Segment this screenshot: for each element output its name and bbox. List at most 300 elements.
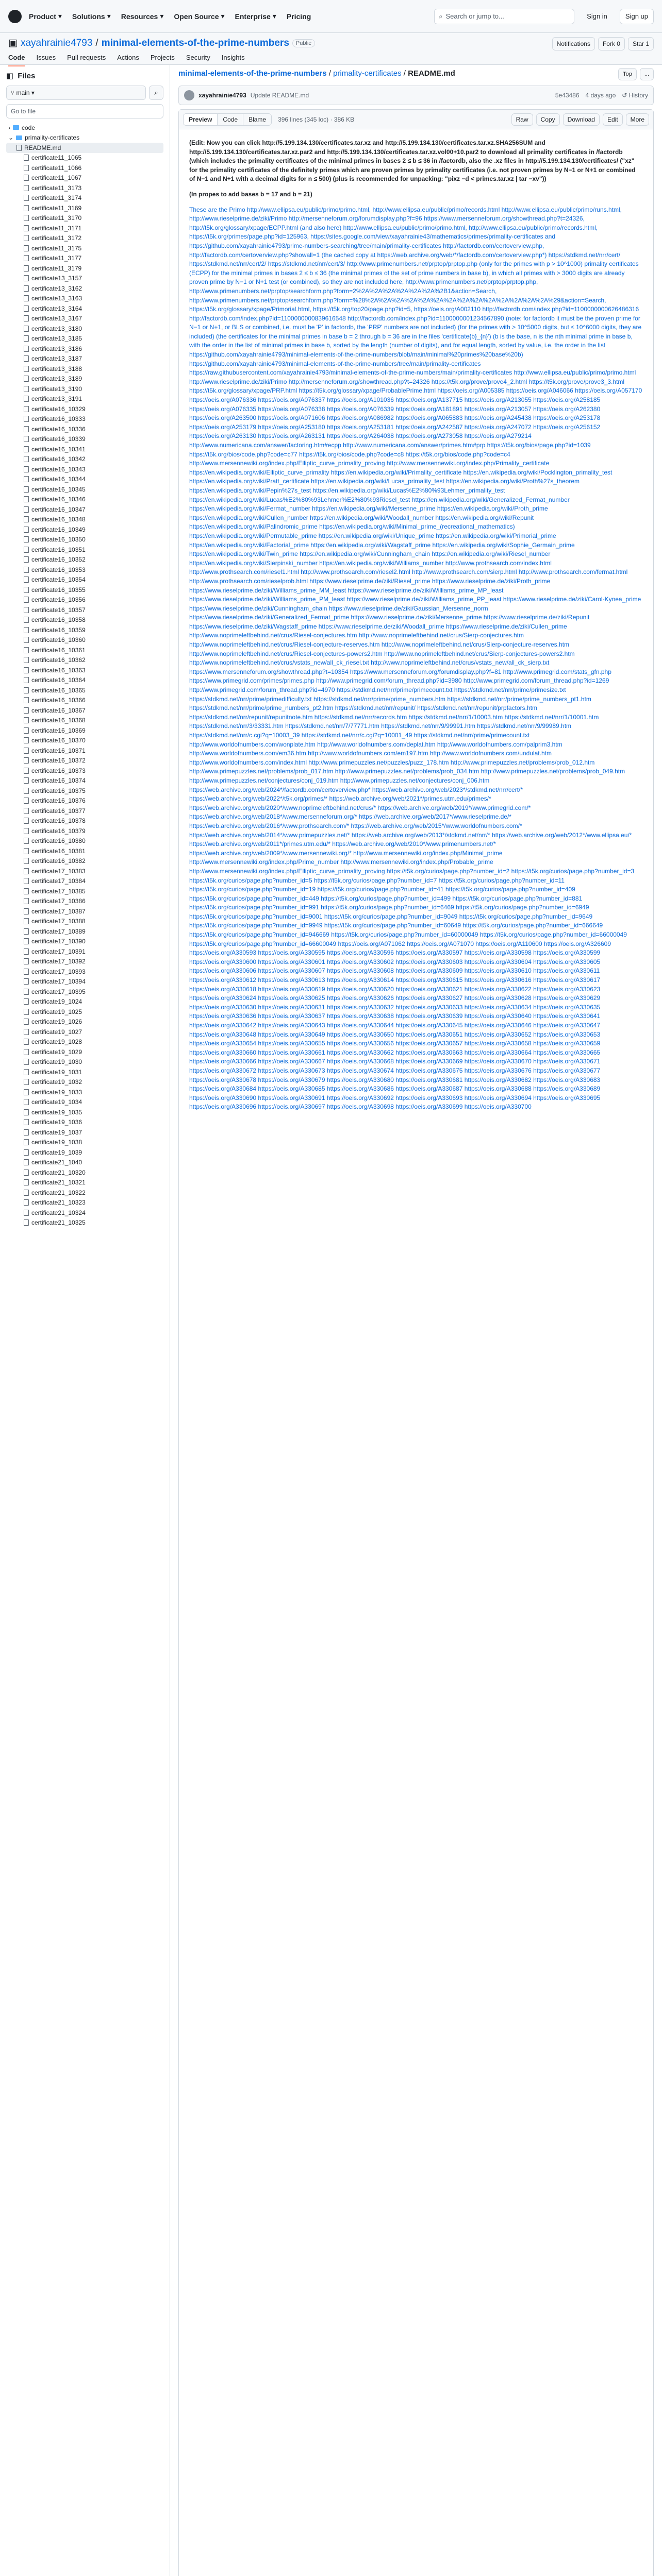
tab-code[interactable]: Code — [8, 54, 25, 66]
tree-file-item[interactable] — [6, 354, 163, 364]
file-label: certificate17_10390 — [31, 938, 86, 945]
file-icon — [24, 205, 29, 211]
breadcrumb-repo[interactable] — [178, 69, 327, 78]
search-placeholder: Search or jump to... — [445, 12, 504, 20]
file-label: certificate16_10359 — [31, 626, 86, 634]
file-label: certificate11_3172 — [31, 234, 82, 242]
tree-file-item[interactable] — [6, 856, 163, 867]
commit-hash[interactable]: 5e43486 — [555, 92, 580, 99]
file-label: certificate11_3170 — [31, 214, 82, 222]
tree-file-item[interactable] — [6, 866, 163, 876]
preview-tab[interactable]: Preview — [184, 114, 218, 125]
file-label: certificate17_10395 — [31, 988, 86, 995]
tree-file-item[interactable] — [6, 535, 163, 545]
notifications-button[interactable]: Notifications — [552, 37, 595, 50]
nav-label: Resources — [121, 12, 158, 21]
file-label: certificate13_3190 — [31, 385, 82, 393]
tree-file-item[interactable] — [6, 665, 163, 675]
tree-file-item[interactable] — [6, 745, 163, 756]
file-icon — [24, 1139, 29, 1145]
tree-file-item[interactable] — [6, 404, 163, 414]
tree-file-item[interactable] — [6, 645, 163, 655]
file-icon — [24, 748, 29, 754]
file-icon — [24, 808, 29, 814]
tree-file-item[interactable] — [6, 605, 163, 615]
file-label: certificate16_10372 — [31, 757, 86, 765]
tree-file-item[interactable] — [6, 424, 163, 434]
tree-file-item[interactable] — [6, 675, 163, 686]
tree-file-item[interactable] — [6, 283, 163, 294]
file-icon — [24, 396, 29, 402]
file-label: certificate16_10355 — [31, 586, 86, 594]
file-icon — [24, 1059, 29, 1065]
file-icon — [24, 496, 29, 502]
latest-commit-bar — [178, 86, 654, 105]
tree-file-item[interactable] — [6, 253, 163, 264]
file-label: certificate21_1040 — [31, 1159, 82, 1166]
file-icon — [24, 1019, 29, 1025]
global-search-input[interactable] — [434, 9, 574, 24]
file-icon — [24, 577, 29, 583]
file-icon — [24, 255, 29, 261]
tree-file-item[interactable] — [6, 967, 163, 977]
file-label: certificate17_10389 — [31, 927, 86, 935]
file-label: certificate19_1029 — [31, 1048, 82, 1056]
tree-file-item[interactable] — [6, 997, 163, 1007]
file-label: certificate16_10339 — [31, 435, 86, 443]
tree-file-item[interactable] — [6, 193, 163, 204]
nav-pricing[interactable]: Pricing — [286, 12, 311, 21]
nav-label: Enterprise — [235, 12, 271, 21]
file-meta: 396 lines (345 loc) · 386 KB — [278, 115, 355, 123]
file-label: certificate16_10377 — [31, 807, 86, 815]
file-label: certificate16_10373 — [31, 767, 86, 774]
raw-button[interactable]: Raw — [511, 113, 533, 126]
folder-label: code — [22, 124, 36, 131]
search-files-button[interactable] — [149, 86, 163, 100]
tree-file-item[interactable] — [6, 1158, 163, 1168]
file-icon — [24, 1119, 29, 1125]
file-icon — [24, 707, 29, 714]
copy-button[interactable]: Copy — [536, 113, 560, 126]
file-icon — [24, 627, 29, 633]
avatar[interactable] — [184, 90, 194, 100]
file-icon — [24, 697, 29, 703]
file-label: certificate13_3191 — [31, 395, 82, 403]
tree-file-item[interactable] — [6, 303, 163, 314]
file-label: certificate13_3185 — [31, 335, 82, 343]
file-label: certificate16_10382 — [31, 857, 86, 865]
tree-file-item[interactable] — [6, 555, 163, 565]
file-icon — [24, 818, 29, 824]
file-icon — [24, 426, 29, 432]
file-label: certificate16_10363 — [31, 666, 86, 674]
tree-file-item[interactable] — [6, 615, 163, 625]
tree-file-item[interactable] — [6, 1017, 163, 1027]
file-icon — [24, 898, 29, 904]
file-label: certificate16_10351 — [31, 546, 86, 553]
file-label: certificate16_10342 — [31, 455, 86, 463]
file-icon — [24, 607, 29, 613]
file-icon — [24, 1009, 29, 1015]
file-label: certificate16_10364 — [31, 676, 86, 684]
tree-file-item[interactable] — [6, 223, 163, 233]
tree-file-item[interactable] — [6, 796, 163, 806]
file-icon — [24, 1029, 29, 1035]
sidebar-collapse-icon[interactable]: ◧ — [6, 72, 14, 80]
file-icon — [24, 737, 29, 743]
file-label: certificate16_10360 — [31, 636, 86, 644]
repo-owner-link[interactable]: xayahrainie4793 — [20, 37, 93, 48]
file-icon — [24, 346, 29, 352]
sign-up-button[interactable]: Sign up — [620, 9, 654, 24]
file-icon — [24, 969, 29, 975]
file-label: certificate19_1025 — [31, 1008, 82, 1015]
repo-separator: / — [95, 37, 98, 48]
file-label: certificate11_1065 — [31, 154, 82, 162]
tree-file-item[interactable] — [6, 183, 163, 193]
tree-file-item[interactable] — [6, 1127, 163, 1138]
tree-file-item[interactable] — [6, 1107, 163, 1117]
file-label: certificate16_10343 — [31, 465, 86, 473]
file-icon — [24, 506, 29, 513]
tree-file-item[interactable] — [6, 1218, 163, 1228]
file-label: certificate16_10376 — [31, 797, 86, 805]
tree-file-item[interactable] — [6, 153, 163, 163]
tree-file-item[interactable] — [6, 274, 163, 284]
file-label: certificate19_1031 — [31, 1068, 82, 1076]
tree-file-item[interactable] — [6, 334, 163, 344]
tree-file-item[interactable] — [6, 374, 163, 384]
file-icon — [24, 878, 29, 884]
file-icon — [24, 476, 29, 482]
commit-author[interactable]: xayahrainie4793 — [198, 92, 246, 99]
tree-file-item[interactable] — [6, 414, 163, 425]
tab-actions[interactable]: Actions — [117, 54, 139, 61]
file-label: certificate21_10324 — [31, 1209, 86, 1216]
tree-file-item[interactable] — [6, 233, 163, 244]
tree-file-item[interactable] — [6, 1057, 163, 1067]
tree-file-item[interactable] — [6, 1117, 163, 1128]
file-icon — [24, 687, 29, 693]
nav-solutions[interactable]: Solutions ▾ — [72, 12, 111, 21]
file-icon — [24, 1099, 29, 1105]
tree-file-item[interactable] — [6, 957, 163, 967]
tree-file-item[interactable] — [6, 1067, 163, 1077]
file-viewer — [178, 109, 654, 2576]
file-label: certificate16_10345 — [31, 485, 86, 493]
tree-file-item[interactable] — [6, 495, 163, 505]
tree-file-item[interactable] — [6, 364, 163, 374]
sign-in-button[interactable]: Sign in — [587, 12, 607, 20]
file-label: certificate11_3177 — [31, 255, 82, 262]
tree-file-item[interactable] — [6, 243, 163, 253]
tree-file-item[interactable] — [6, 635, 163, 646]
tree-file-item[interactable] — [6, 1097, 163, 1108]
file-label: certificate17_10383 — [31, 867, 86, 875]
tree-file-item[interactable] — [6, 736, 163, 746]
tree-file-item[interactable] — [6, 705, 163, 716]
file-icon — [24, 326, 29, 332]
tree-file-item[interactable] — [6, 454, 163, 465]
tree-file-item[interactable] — [6, 896, 163, 907]
tab-pull-requests[interactable]: Pull requests — [67, 54, 106, 61]
tree-file-item[interactable] — [6, 716, 163, 726]
sidebar-title: Files — [18, 71, 36, 80]
tree-file-item[interactable] — [6, 394, 163, 404]
file-label: certificate16_10365 — [31, 686, 86, 694]
file-icon — [24, 798, 29, 804]
tree-file-item[interactable] — [6, 685, 163, 696]
file-icon — [24, 918, 29, 924]
tree-file-item[interactable] — [6, 826, 163, 836]
file-icon — [24, 1109, 29, 1115]
readme-link-list[interactable]: These are the Primo http://www.ellipsa.eu/public/primo/primo.html, http://www.ellipsa.eu/public/primo/records.html http://www.ellipsa.eu/public/primo/runs.html, http://www.rieselprime.de/ziki/Primo http://mersenneforum.org/forumdisplay.php?f=96 https://www.mersenneforum.org/showthread.php?t=24326, http://t5k.org/glossary/xpage/ECPP.html (and also here) http://www.ellipsa.eu/public/primo/primo.html, http://www.ellipsa.eu/public/primo/records.html, https://t5k.org/primes/page.php?id=125963, https://sites.google.com/view/xayahrainie43/mathematics/primes/primality-certificates and https://github.com/xayahrainie4793/prime-numbers-searching/tree/main/primality-certificates http://factordb.com/certoverview.php, http://factordb.com/certoverview.php?showall=1 (the cached copy at https://web.archive.org/web/*/factordb.com/certoverview.php*) https://stdkmd.net/nrr/cert/ https://stdkmd.net/nrr/cert/2/ https://stdkmd.net/nrr/cert/3/ http://www.primenumbers.net/prptop/prptop.php (only for the primes with p > 10^1000) primality certificates (ECPP) for the minimal primes in bases 2 ≤ b ≤ 36 (the minimal primes of the set of prime numbers in base b), in which all primes with > 3000 digits are already proven prime by N−1 or N+1 test (or combined), so they are not included here, http://www.primenumbers.net/prptop/prptop.php, http://www.primenumbers.net/prptop/searchform.php?form=2%2A%2A%2A%2A%2A%2A%2B1&action=Search, http://www.primenumbers.net/prptop/searchform.php?form=%28%2A%2A%2A%2A%2A%2A%2A%2A%2A%2A%2A%2A%2A%2A%29&action=Search, https://t5k.org/glossary/xpage/Primorial.html, https://t5k.org/top20/page.php?id=5, https://oeis.org/A002110 http://factordb.com/index.php?id=1100000000626486316 http://factordb.com/index.php?id=1100000000839616548 http://factordb.com/index.php?id=1100000001234567890 (note: for factordb it must be the proven prime for N−1 or N+1, or BLS or combined, i.e. must be 'P' in factordb, the 'PRP' numbers are not included) (for the primes with > 10^5000 digits, but ≤ 10^6000 digits, they are included) (the certificates for the minimal primes in base b = 2 through b = 36 are in the files 'certificate{b}_{n}') (b is the base, n is the nth minimal prime in base b, with the order in the list of minimal primes in base b, sorted by the length (number of digits), and for equal length, sorted by value, i.e. the order in the list https://github.com/xayahrainie4793/minimal-elements-of-the-prime-numbers/blob/main/minimal%20primes%20base%20b) https://github.com/xayahrainie4793/minimal-elements-of-the-prime-numbers/tree/main/primality-certificates https://raw.githubusercontent.com/xayahrainie4793/minimal-elements-of-the-prime-numbers/main/primality-certificates http://www.ellipsa.eu/public/primo/primo.html http://www.rieselprime.de/ziki/Primo http://mersenneforum.org/showthread.php?t=24326 https://t5k.org/prove/prove4_2.html https://t5k.org/prove/prove3_3.html https://t5k.org/glossary/xpage/PRP.html https://t5k.org/glossary/xpage/ProbablePrime.html https://oeis.org/A005385 https://oeis.org/A046066 https://oeis.org/A057170 https://oeis.org/A076336 https://oeis.org/A076337 https://oeis.org/A101036 https://oeis.org/A137715 https://oeis.org/A213055 https://oeis.org/A258185 https://oeis.org/A076335 https://oeis.org/A076338 https://oeis.org/A076339 https://oeis.org/A181891 https://oeis.org/A213057 https://oeis.org/A262380 https://oeis.org/A263500 https://oeis.org/A071606 https://oeis.org/A086982 https://oeis.org/A065883 https://oeis.org/A245438 https://oeis.org/A253178 https://oeis.org/A253179 https://oeis.org/A253180 https://oeis.org/A253181 https://oeis.org/A242587 https://oeis.org/A247072 https://oeis.org/A256152 https://oeis.org/A263130 https://oeis.org/A263131 https://oeis.org/A264038 https://oeis.org/A273058 https://oeis.org/A279214 http://www.numericana.com/answer/factoring.htm#ecpp http://www.numericana.com/answer/primes.htm#prp https://t5k.org/bios/page.php?id=1039 https://t5k.org/bios/code.php?code=c77 https://t5k.org/bios/code.php?code=c8 https://t5k.org/bios/code.php?code=c4 http://www.mersennewiki.org/index.php/Elliptic_curve_primality_proving http://www.mersennewiki.org/index.php/Primality_certificate https://en.wikipedia.org/wiki/Elliptic_curve_primality https://en.wikipedia.org/wiki/Primality_certificate https://en.wikipedia.org/wiki/Pocklington_primality_test https://en.wikipedia.org/wiki/Pratt_certificate https://en.wikipedia.org/wiki/Lucas_primality_test https://en.wikipedia.org/wiki/Proth%27s_theorem https://en.wikipedia.org/wiki/Pepin%27s_test https://en.wikipedia.org/wiki/Lucas%E2%80%93Lehmer_primality_test https://en.wikipedia.org/wiki/Lucas%E2%80%93Lehmer%E2%80%93Riesel_test https://en.wikipedia.org/wiki/Generalized_Fermat_number https://en.wikipedia.org/wiki/Fermat_number https://en.wikipedia.org/wiki/Mersenne_prime https://en.wikipedia.org/wiki/Proth_prime https://en.wikipedia.org/wiki/Cullen_number https://en.wikipedia.org/wiki/Woodall_number https://en.wikipedia.org/wiki/Repunit https://en.wikipedia.org/wiki/Palindromic_prime https://en.wikipedia.org/wiki/Minimal_prime_(recreational_mathematics) https://en.wikipedia.org/wiki/Permutable_prime https://en.wikipedia.org/wiki/Unique_prime https://en.wikipedia.org/wiki/Primorial_prime https://en.wikipedia.org/wiki/Factorial_prime https://en.wikipedia.org/wiki/Wagstaff_prime https://en.wikipedia.org/wiki/Sophie_Germain_prime https://en.wikipedia.org/wiki/Twin_prime https://en.wikipedia.org/wiki/Cunningham_chain https://en.wikipedia.org/wiki/Riesel_number https://en.wikipedia.org/wiki/Sierpinski_number https://en.wikipedia.org/wiki/Williams_number http://www.prothsearch.com/index.html http://www.prothsearch.com/riesel1.html http://www.prothsearch.com/riesel2.html http://www.prothsearch.com/sierp.html http://www.prothsearch.com/fermat.html http://www.prothsearch.com/rieselprob.html https://www.rieselprime.de/ziki/Riesel_prime https://www.rieselprime.de/ziki/Proth_prime https://www.rieselprime.de/ziki/Williams_prime_MM_least https://www.rieselprime.de/ziki/Williams_prime_MP_least https://www.rieselprime.de/ziki/Williams_prime_PM_least https://www.rieselprime.de/ziki/Williams_prime_PP_least https://www.rieselprime.de/ziki/Carol-Kynea_prime https://www.rieselprime.de/ziki/Cunningham_chain https://www.rieselprime.de/ziki/Gaussian_Mersenne_norm https://www.rieselprime.de/ziki/Generalized_Fermat_prime https://www.rieselprime.de/ziki/Mersenne_prime https://www.rieselprime.de/ziki/Repunit https://www.rieselprime.de/ziki/Wagstaff_prime https://www.rieselprime.de/ziki/Woodall_prime https://www.rieselprime.de/ziki/Cullen_prime http://www.noprimeleftbehind.net/crus/Riesel-conjectures.htm http://www.noprimeleftbehind.net/crus/Sierp-conjectures.htm http://www.noprimeleftbehind.net/crus/Riesel-conjecture-reserves.htm http://www.noprimeleftbehind.net/crus/Sierp-conjecture-reserves.htm http://www.noprimeleftbehind.net/crus/Riesel-conjectures-powers2.htm http://www.noprimeleftbehind.net/crus/Sierp-conjectures-powers2.htm http://www.noprimeleftbehind.net/crus/vstats_new/all_ck_riesel.txt http://www.noprimeleftbehind.net/crus/vstats_new/all_ck_sierp.txt https://www.mersenneforum.org/showthread.php?t=10354 https://www.mersenneforum.org/forumdisplay.php?f=81 http://www.primegrid.com/stats_gfn.php https://www.primegrid.com/primes/primes.php http://www.primegrid.com/forum_thread.php?id=3980 http://www.primegrid.com/forum_thread.php?id=1269 http://www.primegrid.com/forum_thread.php?id=4970 https://stdkmd.net/nrr/prime/primecount.txt https://stdkmd.net/nrr/prime/primesize.txt https://stdkmd.net/nrr/prime/primedifficulty.txt https://stdkmd.net/nrr/prime/prime_numbers.htm https://stdkmd.net/nrr/prime/prime_numbers_pt1.htm https://stdkmd.net/nrr/prime/prime_numbers_pt2.htm https://stdkmd.net/nrr/repunit/ https://stdkmd.net/nrr/repunit/prpfactors.htm https://stdkmd.net/nrr/repunit/repunitnote.htm https://stdkmd.net/nrr/records.htm https://stdkmd.net/nrr/1/10003.htm https://stdkmd.net/nrr/1/10001.htm https://stdkmd.net/nrr/3/33331.htm https://stdkmd.net/nrr/7/77771.htm https://stdkmd.net/nrr/9/99991.htm https://stdkmd.net/nrr/9/99989.htm https://stdkmd.net/nrr/c.cgi?q=10003_39 https://stdkmd.net/nrr/c.cgi?q=10001_49 https://stdkmd.net/nrr/prime/primecount.txt http://www.worldofnumbers.com/wonplate.htm http://www.worldofnumbers.com/deplat.htm http://www.worldofnumbers.com/palprim3.htm http://www.worldofnumbers.com/em36.htm http://www.worldofnumbers.com/em197.htm http://www.worldofnumbers.com/undulat.htm http://www.worldofnumbers.com/index.html http://www.primepuzzles.net/puzzles/puzz_178.htm http://www.primepuzzles.net/problems/prob_012.htm http://www.primepuzzles.net/problems/prob_017.htm http://www.primepuzzles.net/problems/prob_034.htm http://www.primepuzzles.net/problems/prob_049.htm http://www.primepuzzles.net/conjectures/conj_019.htm http://www.primepuzzles.net/conjectures/conj_006.htm https://web.archive.org/web/2024*/factordb.com/certoverview.php* https://web.archive.org/web/2023*/stdkmd.net/nrr/cert/* https://web.archive.org/web/2022*/t5k.org/primes/* https://web.archive.org/web/2021*/primes.utm.edu/primes/* https://web.archive.org/web/2020*/www.noprimeleftbehind.net/crus/* https://web.archive.org/web/2019*/www.primegrid.com/* https://web.archive.org/web/2018*/www.mersenneforum.org/* https://web.archive.org/web/2017*/www.rieselprime.de/* https://web.archive.org/web/2016*/www.prothsearch.com/* https://web.archive.org/web/2015*/www.worldofnumbers.com/* https://web.archive.org/web/2014*/www.primepuzzles.net/* https://web.archive.org/web/2013*/stdkmd.net/nrr/* https://web.archive.org/web/2012*/www.ellipsa.eu/* https://web.archive.org/web/2011*/primes.utm.edu/* https://web.archive.org/web/2010*/www.primenumbers.net/* https://web.archive.org/web/2009*/www.mersennewiki.org/* http://www.mersennewiki.org/index.php/Minimal_prime http://www.mersennewiki.org/index.php/Prime_number http://www.mersennewiki.org/index.php/Probable_prime http://www.mersennewiki.org/index.php/Elliptic_curve_primality_proving https://t5k.org/curios/page.php?number_id=2 https://t5k.org/curios/page.php?number_id=3 https://t5k.org/curios/page.php?number_id=5 https://t5k.org/curios/page.php?number_id=7 https://t5k.org/curios/page.php?number_id=11 https://t5k.org/curios/page.php?number_id=19 https://t5k.org/curios/page.php?number_id=41 https://t5k.org/curios/page.php?number_id=409 https://t5k.org/curios/page.php?number_id=449 https://t5k.org/curios/page.php?number_id=499 https://t5k.org/curios/page.php?number_id=881 https://t5k.org/curios/page.php?number_id=991 https://t5k.org/curios/page.php?number_id=6469 https://t5k.org/curios/page.php?number_id=6949 https://t5k.org/curios/page.php?number_id=9001 https://t5k.org/curios/page.php?number_id=9049 https://t5k.org/curios/page.php?number_id=9649 https://t5k.org/curios/page.php?number_id=9949 https://t5k.org/curios/page.php?number_id=60649 https://t5k.org/curios/page.php?number_id=666649 https://t5k.org/curios/page.php?number_id=946669 https://t5k.org/curios/page.php?number_id=60000049 https://t5k.org/curios/page.php?number_id=66000049 https://t5k.org/curios/page.php?number_id=66600049 https://oeis.org/A071062 https://oeis.org/A071070 https://oeis.org/A110600 https://oeis.org/A326609 https://oeis.org/A330593 https://oeis.org/A330595 https://oeis.org/A330596 https://oeis.org/A330597 https://oeis.org/A330598 https://oeis.org/A330599 https://oeis.org/A330600 https://oeis.org/A330601 https://oeis.org/A330602 https://oeis.org/A330603 https://oeis.org/A330604 https://oeis.org/A330605 https://oeis.org/A330606 https://oeis.org/A330607 https://oeis.org/A330608 https://oeis.org/A330609 https://oeis.org/A330610 https://oeis.org/A330611 https://oeis.org/A330612 https://oeis.org/A330613 https://oeis.org/A330614 https://oeis.org/A330615 https://oeis.org/A330616 https://oeis.org/A330617 https://oeis.org/A330618 https://oeis.org/A330619 https://oeis.org/A330620 https://oeis.org/A330621 https://oeis.org/A330622 https://oeis.org/A330623 https://oeis.org/A330624 https://oeis.org/A330625 https://oeis.org/A330626 https://oeis.org/A330627 https://oeis.org/A330628 https://oeis.org/A330629 https://oeis.org/A330630 https://oeis.org/A330631 https://oeis.org/A330632 https://oeis.org/A330633 https://oeis.org/A330634 https://oeis.org/A330635 https://oeis.org/A330636 https://oeis.org/A330637 https://oeis.org/A330638 https://oeis.org/A330639 https://oeis.org/A330640 https://oeis.org/A330641 https://oeis.org/A330642 https://oeis.org/A330643 https://oeis.org/A330644 https://oeis.org/A330645 https://oeis.org/A330646 https://oeis.org/A330647 https://oeis.org/A330648 https://oeis.org/A330649 https://oeis.org/A330650 https://oeis.org/A330651 https://oeis.org/A330652 https://oeis.org/A330653 https://oeis.org/A330654 https://oeis.org/A330655 https://oeis.org/A330656 https://oeis.org/A330657 https://oeis.org/A330658 https://oeis.org/A330659 https://oeis.org/A330660 https://oeis.org/A330661 https://oeis.org/A330662 https://oeis.org/A330663 https://oeis.org/A330664 https://oeis.org/A330665 https://oeis.org/A330666 https://oeis.org/A330667 https://oeis.org/A330668 https://oeis.org/A330669 https://oeis.org/A330670 https://oeis.org/A330671 https://oeis.org/A330672 https://oeis.org/A330673 https://oeis.org/A330674 https://oeis.org/A330675 https://oeis.org/A330676 https://oeis.org/A330677 https://oeis.org/A330678 https://oeis.org/A330679 https://oeis.org/A330680 https://oeis.org/A330681 https://oeis.org/A330682 https://oeis.org/A330683 https://oeis.org/A330684 https://oeis.org/A330685 https://oeis.org/A330686 https://oeis.org/A330687 https://oeis.org/A330688 https://oeis.org/A330689 https://oeis.org/A330690 https://oeis.org/A330691 https://oeis.org/A330692 https://oeis.org/A330693 https://oeis.org/A330694 https://oeis.org/A330695 https://oeis.org/A330696 https://oeis.org/A330697 https://oeis.org/A330698 https://oeis.org/A330699 https://oeis.org/A330700 — [189, 206, 642, 1111]
tree-file-item[interactable] — [6, 565, 163, 575]
repo-name: minimal-elements-of-the-prime-numbers — [101, 37, 289, 48]
breadcrumb-folder[interactable]: primality-certificates — [333, 69, 402, 78]
file-label: certificate16_10344 — [31, 476, 86, 483]
tree-file-item[interactable] — [6, 163, 163, 173]
tree-file-item[interactable] — [6, 917, 163, 927]
github-logo-icon[interactable] — [8, 10, 22, 23]
readme-subintro: (In propes to add bases b = 17 and b = 21) — [189, 190, 312, 198]
tree-file-item[interactable] — [6, 213, 163, 224]
tree-file-item[interactable] — [6, 294, 163, 304]
tree-file-item[interactable] — [6, 756, 163, 766]
tree-folder-primality-certificates[interactable]: ⌄ primality-certificates — [8, 134, 80, 142]
file-label: certificate16_10333 — [31, 415, 86, 423]
file-label: certificate21_10320 — [31, 1168, 86, 1176]
file-label: certificate19_1027 — [31, 1028, 82, 1036]
file-icon — [24, 928, 29, 935]
tree-file-item[interactable] — [6, 444, 163, 454]
tree-file-item[interactable] — [6, 926, 163, 937]
fork-button[interactable]: Fork 0 — [598, 37, 625, 50]
file-icon — [24, 667, 29, 673]
file-icon — [24, 647, 29, 653]
tree-file-item[interactable] — [6, 886, 163, 896]
file-label: certificate17_10388 — [31, 918, 86, 925]
file-label: certificate11_1067 — [31, 174, 82, 182]
file-icon — [24, 275, 29, 281]
tree-file-readme[interactable] — [6, 143, 163, 153]
tree-file-item[interactable] — [6, 474, 163, 485]
tree-file-item[interactable] — [6, 484, 163, 495]
tree-file-item[interactable] — [6, 1147, 163, 1158]
tree-file-item[interactable] — [6, 1077, 163, 1088]
branch-selector[interactable]: ⑂ main ▾ — [6, 86, 146, 100]
edit-button[interactable]: Edit — [603, 113, 623, 126]
repo-name-link[interactable] — [102, 38, 289, 49]
file-icon — [24, 536, 29, 543]
file-icon — [24, 416, 29, 422]
main-content — [178, 65, 654, 2576]
tree-file-item[interactable] — [6, 314, 163, 324]
file-label: certificate11_3174 — [31, 194, 82, 202]
file-label: certificate19_1033 — [31, 1088, 82, 1096]
tab-insights[interactable]: Insights — [221, 54, 245, 61]
tab-security[interactable]: Security — [186, 54, 210, 61]
tree-file-item[interactable] — [6, 946, 163, 957]
file-label: certificate19_1035 — [31, 1108, 82, 1116]
tree-file-item[interactable] — [6, 545, 163, 555]
global-header — [0, 0, 662, 33]
nav-open-source[interactable]: Open Source ▾ — [174, 12, 225, 21]
file-icon — [24, 597, 29, 603]
file-label: certificate13_3180 — [31, 325, 82, 332]
file-label: certificate16_10366 — [31, 697, 86, 704]
tree-file-item[interactable] — [6, 504, 163, 515]
download-button[interactable]: Download — [563, 113, 600, 126]
file-icon — [24, 245, 29, 251]
sidebar-header — [6, 71, 163, 80]
tree-file-item[interactable] — [6, 1178, 163, 1188]
tree-file-item[interactable] — [6, 1047, 163, 1057]
file-label: certificate16_10341 — [31, 445, 86, 453]
file-icon — [24, 1190, 29, 1196]
file-icon — [24, 978, 29, 985]
repo-header — [0, 33, 662, 65]
tree-file-item[interactable] — [6, 1037, 163, 1047]
file-label: certificate13_3189 — [31, 375, 82, 383]
file-icon — [24, 1149, 29, 1156]
nav-product[interactable]: Product ▾ — [29, 12, 62, 21]
file-tree-sidebar — [0, 65, 170, 2576]
tree-file-item[interactable] — [6, 575, 163, 585]
file-icon — [24, 587, 29, 593]
file-label: certificate19_1037 — [31, 1128, 82, 1136]
tree-file-item[interactable] — [6, 696, 163, 706]
code-tab[interactable]: Code — [218, 114, 243, 125]
tree-file-item[interactable] — [6, 906, 163, 917]
tree-file-item[interactable] — [6, 384, 163, 394]
tree-file-item[interactable] — [6, 1007, 163, 1017]
top-button[interactable]: Top — [618, 68, 637, 80]
nav-resources[interactable]: Resources ▾ — [121, 12, 164, 21]
file-icon — [24, 165, 29, 171]
tree-file-item[interactable] — [6, 173, 163, 183]
file-icon — [24, 989, 29, 995]
history-link[interactable] — [622, 92, 648, 99]
file-label: certificate19_1039 — [31, 1148, 82, 1156]
file-icon — [24, 888, 29, 894]
blame-tab[interactable]: Blame — [243, 114, 271, 125]
file-icon — [24, 717, 29, 723]
nav-label: Open Source — [174, 12, 219, 21]
tree-file-item[interactable] — [6, 655, 163, 666]
file-icon — [24, 1049, 29, 1055]
tree-file-item[interactable] — [6, 203, 163, 213]
file-label: certificate16_10381 — [31, 847, 86, 855]
more-options-button[interactable]: More — [626, 113, 649, 126]
file-label: certificate13_3188 — [31, 365, 82, 372]
tree-file-item[interactable] — [6, 806, 163, 816]
file-label: certificate13_3186 — [31, 345, 82, 352]
tree-file-item[interactable] — [6, 786, 163, 796]
tree-file-item[interactable] — [6, 434, 163, 445]
search-icon: ⌕ — [154, 89, 158, 96]
file-icon — [24, 155, 29, 161]
tree-file-item[interactable] — [6, 263, 163, 274]
breadcrumb-file: README.md — [408, 69, 455, 78]
file-label: certificate16_10367 — [31, 706, 86, 714]
tree-file-item[interactable] — [6, 464, 163, 474]
folder-icon — [13, 125, 19, 130]
file-label: certificate16_10346 — [31, 496, 86, 503]
file-label: certificate13_3187 — [31, 355, 82, 363]
tree-file-item[interactable] — [6, 595, 163, 605]
tree-file-item[interactable] — [6, 987, 163, 997]
tree-file-item[interactable] — [6, 1027, 163, 1037]
file-label: certificate16_10358 — [31, 616, 86, 624]
file-label: certificate16_10329 — [31, 405, 86, 413]
tree-file-item[interactable] — [6, 625, 163, 635]
tree-file-item[interactable] — [6, 766, 163, 776]
tree-file-item[interactable] — [6, 725, 163, 736]
file-icon — [24, 235, 29, 241]
commit-message[interactable]: Update README.md — [250, 92, 309, 99]
folder-label: primality-certificates — [25, 134, 80, 142]
file-label: certificate21_10322 — [31, 1189, 86, 1196]
file-label: certificate11_1066 — [31, 164, 82, 172]
tree-file-item[interactable] — [6, 1188, 163, 1198]
breadcrumb-actions — [618, 68, 654, 80]
tree-file-item[interactable] — [6, 1087, 163, 1097]
tab-projects[interactable]: Projects — [150, 54, 175, 61]
tree-file-item[interactable] — [6, 515, 163, 525]
tree-file-item[interactable] — [6, 836, 163, 846]
file-icon — [24, 185, 29, 191]
tree-file-item[interactable] — [6, 776, 163, 786]
file-icon — [16, 145, 22, 151]
tree-file-item[interactable] — [6, 977, 163, 987]
file-toolbar — [179, 110, 653, 129]
readme-body — [179, 129, 653, 2576]
tree-folder-code[interactable]: › code — [8, 124, 36, 131]
tree-file-item[interactable] — [6, 585, 163, 595]
tree-file-item[interactable] — [6, 937, 163, 947]
file-label: certificate11_3173 — [31, 184, 82, 192]
file-icon — [24, 1039, 29, 1045]
nav-label: Product — [29, 12, 56, 21]
tree-file-item[interactable] — [6, 816, 163, 826]
star-button[interactable]: Star 1 — [628, 37, 654, 50]
go-to-file-input[interactable]: Go to file — [6, 104, 163, 118]
more-button[interactable]: ... — [640, 68, 654, 80]
file-label: certificate16_10379 — [31, 827, 86, 835]
file-label: certificate13_3157 — [31, 275, 82, 282]
tree-file-item[interactable] — [6, 876, 163, 887]
file-icon — [24, 998, 29, 1005]
file-label: certificate16_10368 — [31, 717, 86, 724]
tree-file-item[interactable] — [6, 1198, 163, 1208]
tree-file-item[interactable] — [6, 524, 163, 535]
tree-file-item[interactable] — [6, 846, 163, 856]
tree-file-item[interactable] — [6, 1208, 163, 1218]
file-label: certificate17_10385 — [31, 887, 86, 895]
nav-enterprise[interactable]: Enterprise ▾ — [235, 12, 276, 21]
tree-file-item[interactable] — [6, 1138, 163, 1148]
tab-issues[interactable]: Issues — [36, 54, 56, 61]
tree-file-item[interactable] — [6, 324, 163, 334]
tree-file-item[interactable] — [6, 344, 163, 354]
file-label: certificate16_10380 — [31, 837, 86, 845]
file-icon — [24, 1079, 29, 1085]
tree-file-item[interactable] — [6, 1167, 163, 1178]
file-icon — [24, 768, 29, 774]
file-icon — [24, 1179, 29, 1185]
